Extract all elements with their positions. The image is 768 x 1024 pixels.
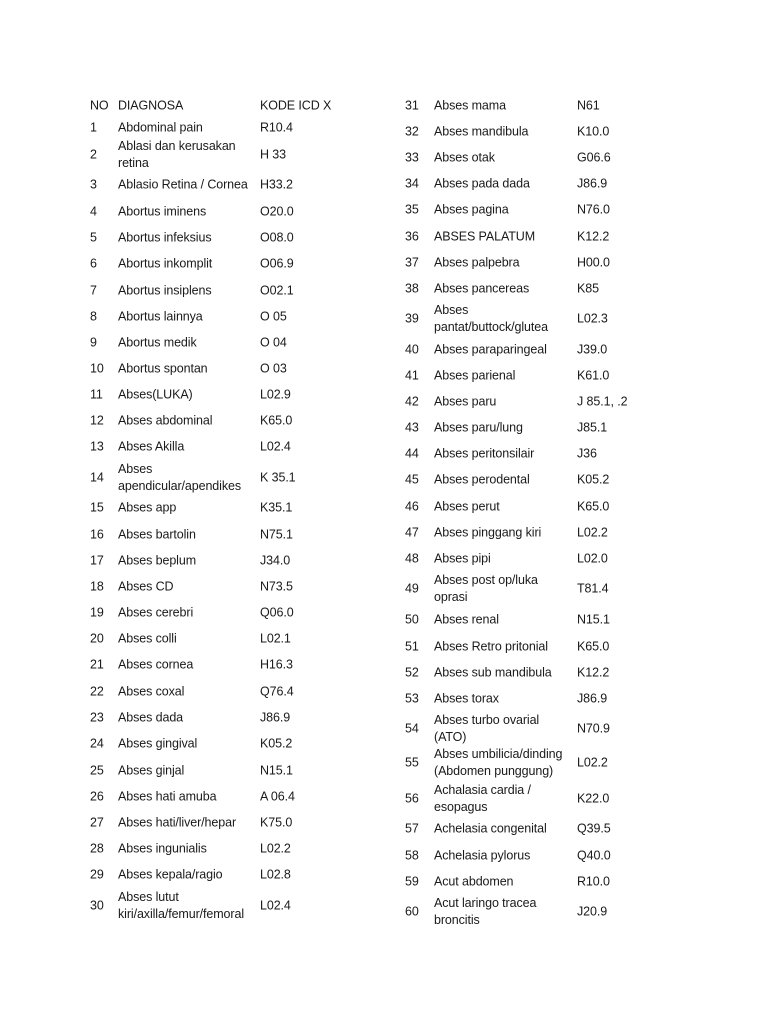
- row-icd-code: L02.4: [260, 439, 291, 454]
- row-diagnosa: Abses palpebra: [434, 255, 520, 270]
- row-icd-code: Q39.5: [577, 821, 611, 836]
- row-number: 21: [90, 657, 104, 672]
- row-diagnosa: Acut abdomen: [434, 874, 514, 889]
- row-icd-code: O 04: [260, 335, 287, 350]
- row-diagnosa: Abortus inkomplit: [118, 256, 213, 271]
- row-diagnosa: Abses otak: [434, 150, 495, 165]
- row-icd-code: H33.2: [260, 177, 293, 192]
- row-number: 4: [90, 204, 97, 219]
- row-number: 38: [405, 281, 419, 296]
- row-diagnosa: Abortus medik: [118, 335, 197, 350]
- row-number: 30: [90, 898, 104, 913]
- row-number: 48: [405, 551, 419, 566]
- row-diagnosa: Achelasia congenital: [434, 821, 547, 836]
- row-icd-code: N61: [577, 98, 600, 113]
- row-diagnosa: Achelasia pylorus: [434, 848, 531, 863]
- row-number: 14: [90, 470, 104, 485]
- row-diagnosa: Abses cornea: [118, 657, 194, 672]
- row-diagnosa: Abses CD: [118, 579, 174, 594]
- row-diagnosa: Abses peritonsilair: [434, 446, 535, 461]
- row-number: 28: [90, 841, 104, 856]
- row-icd-code: N15.1: [260, 763, 293, 778]
- row-diagnosa: Abses hati/liver/hepar: [118, 815, 237, 830]
- row-diagnosa: Abses ingunialis: [118, 841, 207, 856]
- row-icd-code: L02.4: [260, 898, 291, 913]
- row-icd-code: N70.9: [577, 721, 610, 736]
- row-diagnosa: Abortus lainnya: [118, 309, 203, 324]
- row-diagnosa: Ablasi dan kerusakan retina: [118, 139, 236, 170]
- row-number: 17: [90, 553, 104, 568]
- row-number: 29: [90, 867, 104, 882]
- row-diagnosa: Abses bartolin: [118, 527, 196, 542]
- row-icd-code: T81.4: [577, 581, 609, 596]
- row-diagnosa: Abses(LUKA): [118, 387, 193, 402]
- row-number: 41: [405, 368, 419, 383]
- row-icd-code: K10.0: [577, 124, 610, 139]
- row-number: 31: [405, 98, 419, 113]
- row-diagnosa: Abses hati amuba: [118, 789, 217, 804]
- row-number: 59: [405, 874, 419, 889]
- row-diagnosa: Abses pantat/buttock/glutea: [434, 303, 548, 334]
- header-kode: KODE ICD X: [260, 98, 332, 113]
- row-diagnosa: Abses perodental: [434, 472, 530, 487]
- row-diagnosa: Abortus insiplens: [118, 283, 212, 298]
- row-icd-code: K22.0: [577, 791, 610, 806]
- row-number: 49: [405, 581, 419, 596]
- row-diagnosa: Abses coxal: [118, 684, 185, 699]
- row-diagnosa: Abses abdominal: [118, 413, 213, 428]
- row-icd-code: Q40.0: [577, 848, 611, 863]
- row-icd-code: L02.9: [260, 387, 291, 402]
- row-icd-code: Q76.4: [260, 684, 294, 699]
- row-number: 55: [405, 755, 419, 770]
- row-number: 53: [405, 691, 419, 706]
- row-diagnosa: Abses torax: [434, 691, 499, 706]
- row-diagnosa: Abortus infeksius: [118, 230, 212, 245]
- row-number: 6: [90, 256, 97, 271]
- row-number: 35: [405, 202, 419, 217]
- row-diagnosa: Abses pada dada: [434, 176, 530, 191]
- row-icd-code: K85: [577, 281, 599, 296]
- row-diagnosa: Abses paru: [434, 394, 497, 409]
- row-number: 13: [90, 439, 104, 454]
- row-diagnosa: Abses kepala/ragio: [118, 867, 223, 882]
- row-number: 33: [405, 150, 419, 165]
- row-number: 20: [90, 631, 104, 646]
- row-diagnosa: Abses lutut kiri/axilla/femur/femoral: [118, 890, 245, 921]
- row-icd-code: J36: [577, 446, 597, 461]
- row-diagnosa: Abses beplum: [118, 553, 197, 568]
- row-number: 16: [90, 527, 104, 542]
- row-diagnosa: Abses Retro pritonial: [434, 639, 548, 654]
- row-diagnosa: Abses dada: [118, 710, 184, 725]
- row-diagnosa: Abses app: [118, 500, 177, 515]
- row-icd-code: H00.0: [577, 255, 610, 270]
- row-diagnosa: Abortus iminens: [118, 204, 207, 219]
- row-icd-code: H16.3: [260, 657, 293, 672]
- row-number: 60: [405, 904, 419, 919]
- row-icd-code: O08.0: [260, 230, 294, 245]
- header-diagnosa: DIAGNOSA: [118, 98, 184, 113]
- row-icd-code: O02.1: [260, 283, 294, 298]
- row-number: 58: [405, 848, 419, 863]
- row-diagnosa: Abses pinggang kiri: [434, 525, 542, 540]
- row-diagnosa: Abses turbo ovarial (ATO): [434, 713, 540, 744]
- row-diagnosa: Abses mama: [434, 98, 506, 113]
- row-icd-code: K05.2: [260, 736, 293, 751]
- row-icd-code: K61.0: [577, 368, 610, 383]
- row-icd-code: H 33: [260, 147, 287, 162]
- row-number: 23: [90, 710, 104, 725]
- row-number: 34: [405, 176, 419, 191]
- row-diagnosa: Abses parienal: [434, 368, 516, 383]
- row-diagnosa: Abses ginjal: [118, 763, 185, 778]
- row-number: 43: [405, 420, 419, 435]
- row-diagnosa: Abortus spontan: [118, 361, 208, 376]
- row-diagnosa: Abses pancereas: [434, 281, 530, 296]
- row-number: 19: [90, 605, 104, 620]
- row-icd-code: N75.1: [260, 527, 293, 542]
- row-icd-code: J86.9: [260, 710, 291, 725]
- row-diagnosa: Abses post op/luka oprasi: [434, 573, 538, 604]
- header-no: NO: [90, 98, 109, 113]
- row-diagnosa: Abses cerebri: [118, 605, 194, 620]
- row-icd-code: Q06.0: [260, 605, 294, 620]
- row-icd-code: J 85.1, .2: [577, 394, 628, 409]
- row-number: 11: [90, 387, 103, 402]
- row-icd-code: K12.2: [577, 229, 610, 244]
- row-number: 25: [90, 763, 104, 778]
- row-icd-code: N15.1: [577, 612, 610, 627]
- row-number: 37: [405, 255, 419, 270]
- row-number: 47: [405, 525, 419, 540]
- row-diagnosa: Abses umbilicia/dinding (Abdomen punggung): [434, 747, 563, 778]
- row-icd-code: L02.1: [260, 631, 291, 646]
- row-number: 32: [405, 124, 419, 139]
- row-icd-code: K65.0: [260, 413, 293, 428]
- row-number: 12: [90, 413, 104, 428]
- row-diagnosa: Abses apendicular/apendikes: [118, 462, 241, 493]
- row-diagnosa: Ablasio Retina / Cornea: [118, 177, 248, 192]
- row-icd-code: K75.0: [260, 815, 293, 830]
- row-number: 39: [405, 311, 419, 326]
- row-icd-code: L02.2: [577, 755, 608, 770]
- row-diagnosa: Abses sub mandibula: [434, 665, 552, 680]
- row-diagnosa: Achalasia cardia / esopagus: [434, 783, 531, 814]
- row-icd-code: R10.0: [577, 874, 610, 889]
- row-icd-code: K35.1: [260, 500, 293, 515]
- row-icd-code: L02.8: [260, 867, 291, 882]
- row-diagnosa: Abses mandibula: [434, 124, 529, 139]
- row-diagnosa: Abses perut: [434, 499, 500, 514]
- row-number: 51: [405, 639, 419, 654]
- row-number: 3: [90, 177, 97, 192]
- row-diagnosa: Abses Akilla: [118, 439, 185, 454]
- row-icd-code: J85.1: [577, 420, 608, 435]
- row-number: 2: [90, 147, 97, 162]
- row-icd-code: O 05: [260, 309, 287, 324]
- row-icd-code: A 06.4: [260, 789, 295, 804]
- row-number: 1: [90, 120, 97, 135]
- row-icd-code: L02.2: [577, 525, 608, 540]
- row-diagnosa: Abses pipi: [434, 551, 491, 566]
- row-number: 26: [90, 789, 104, 804]
- row-number: 7: [90, 283, 97, 298]
- row-diagnosa: ABSES PALATUM: [434, 229, 536, 244]
- row-number: 36: [405, 229, 419, 244]
- row-icd-code: R10.4: [260, 120, 293, 135]
- row-diagnosa: Abses paraparingeal: [434, 342, 547, 357]
- row-icd-code: N73.5: [260, 579, 293, 594]
- row-number: 40: [405, 342, 419, 357]
- row-icd-code: J20.9: [577, 904, 608, 919]
- row-icd-code: K05.2: [577, 472, 610, 487]
- row-icd-code: J86.9: [577, 691, 608, 706]
- row-diagnosa: Abses paru/lung: [434, 420, 523, 435]
- row-icd-code: O06.9: [260, 256, 294, 271]
- row-icd-code: K65.0: [577, 639, 610, 654]
- row-icd-code: K 35.1: [260, 470, 296, 485]
- row-icd-code: N76.0: [577, 202, 610, 217]
- row-number: 18: [90, 579, 104, 594]
- row-number: 46: [405, 499, 419, 514]
- row-diagnosa: Abdominal pain: [118, 120, 203, 135]
- row-icd-code: L02.2: [260, 841, 291, 856]
- row-icd-code: J34.0: [260, 553, 291, 568]
- row-number: 44: [405, 446, 419, 461]
- row-number: 24: [90, 736, 104, 751]
- row-number: 45: [405, 472, 419, 487]
- row-icd-code: L02.3: [577, 311, 608, 326]
- row-diagnosa: Abses gingival: [118, 736, 198, 751]
- row-icd-code: L02.0: [577, 551, 608, 566]
- row-number: 54: [405, 721, 419, 736]
- row-number: 10: [90, 361, 104, 376]
- row-icd-code: O20.0: [260, 204, 294, 219]
- row-number: 8: [90, 309, 97, 324]
- row-number: 5: [90, 230, 97, 245]
- row-number: 57: [405, 821, 419, 836]
- row-icd-code: G06.6: [577, 150, 611, 165]
- row-diagnosa: Acut laringo tracea broncitis: [434, 896, 537, 927]
- row-diagnosa: Abses renal: [434, 612, 499, 627]
- row-icd-code: O 03: [260, 361, 287, 376]
- row-diagnosa: Abses pagina: [434, 202, 509, 217]
- row-number: 22: [90, 684, 104, 699]
- row-icd-code: J39.0: [577, 342, 608, 357]
- row-number: 56: [405, 791, 419, 806]
- row-number: 9: [90, 335, 97, 350]
- row-icd-code: K12.2: [577, 665, 610, 680]
- row-number: 27: [90, 815, 104, 830]
- row-number: 52: [405, 665, 419, 680]
- row-icd-code: K65.0: [577, 499, 610, 514]
- row-number: 42: [405, 394, 419, 409]
- row-diagnosa: Abses colli: [118, 631, 177, 646]
- row-icd-code: J86.9: [577, 176, 608, 191]
- row-number: 15: [90, 500, 104, 515]
- row-number: 50: [405, 612, 419, 627]
